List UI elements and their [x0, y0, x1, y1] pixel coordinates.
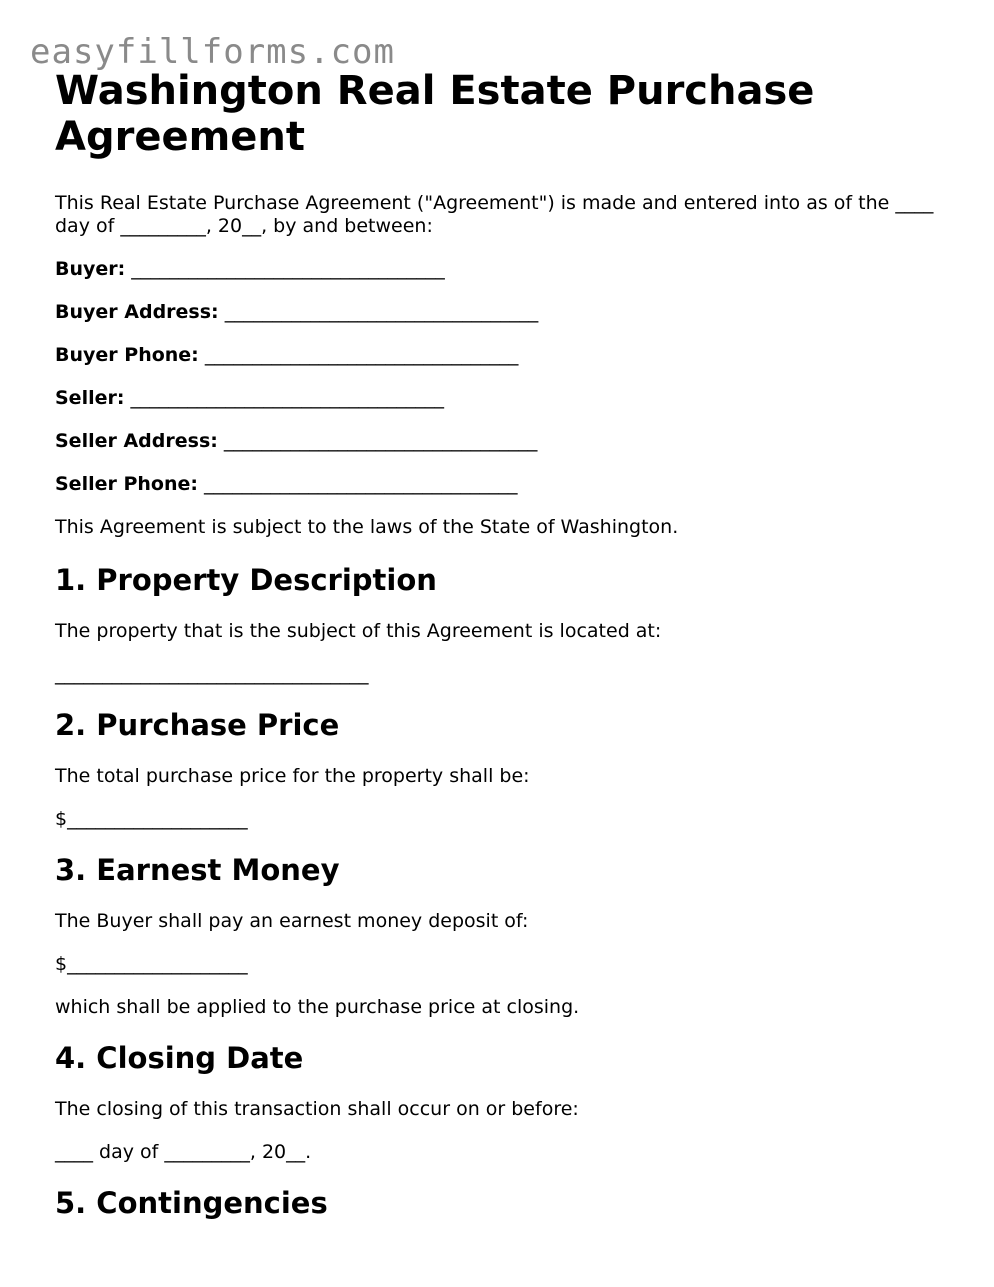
document-page — [55, 68, 935, 1243]
party-label: Buyer Phone: — [55, 344, 199, 366]
party-blank: _________________________________ — [204, 473, 518, 495]
party-blank: _________________________________ — [223, 430, 538, 452]
section-heading-closing: 4. Closing Date — [55, 1041, 304, 1075]
section-heading-contingencies: 5. Contingencies — [55, 1186, 328, 1220]
party-seller-address — [55, 430, 935, 453]
party-seller-phone — [55, 473, 935, 496]
closing-date-blank: ____ day of _________, 20__. — [55, 1141, 312, 1163]
party-label: Seller Phone: — [55, 473, 198, 495]
section-text-earnest: The Buyer shall pay an earnest money deposit of: — [55, 910, 529, 932]
party-seller — [55, 387, 935, 410]
party-label: Buyer Address: — [55, 301, 219, 323]
purchase-price-blank: $___________________ — [55, 808, 248, 830]
watermark: easyfillforms.com — [30, 32, 395, 72]
section-heading-property: 1. Property Description — [55, 563, 437, 597]
governing-law: This Agreement is subject to the laws of the State of Washington. — [55, 516, 679, 538]
party-label: Buyer: — [55, 258, 126, 280]
party-buyer-phone — [55, 344, 935, 367]
party-blank: _________________________________ — [131, 258, 445, 280]
section-heading-earnest: 3. Earnest Money — [55, 853, 340, 887]
section-text-closing: The closing of this transaction shall occur on or before: — [55, 1098, 579, 1120]
section-text-property: The property that is the subject of this Agreement is located at: — [55, 620, 662, 642]
section-heading-price: 2. Purchase Price — [55, 708, 340, 742]
intro-paragraph: This Real Estate Purchase Agreement ("Agreement") is made and entered into as of the ____ day of _________, 20__, by and between: — [55, 192, 934, 237]
party-blank: _________________________________ — [224, 301, 539, 323]
party-blank: _________________________________ — [130, 387, 444, 409]
party-label: Seller Address: — [55, 430, 218, 452]
party-buyer-address — [55, 301, 935, 324]
page-title: Washington Real Estate Purchase Agreement — [55, 68, 815, 160]
property-address-blank: _________________________________ — [55, 663, 369, 685]
earnest-money-note: which shall be applied to the purchase price at closing. — [55, 996, 580, 1018]
party-buyer — [55, 258, 935, 281]
party-label: Seller: — [55, 387, 125, 409]
earnest-money-blank: $___________________ — [55, 953, 248, 975]
section-text-price: The total purchase price for the property shall be: — [55, 765, 530, 787]
party-blank: _________________________________ — [204, 344, 519, 366]
